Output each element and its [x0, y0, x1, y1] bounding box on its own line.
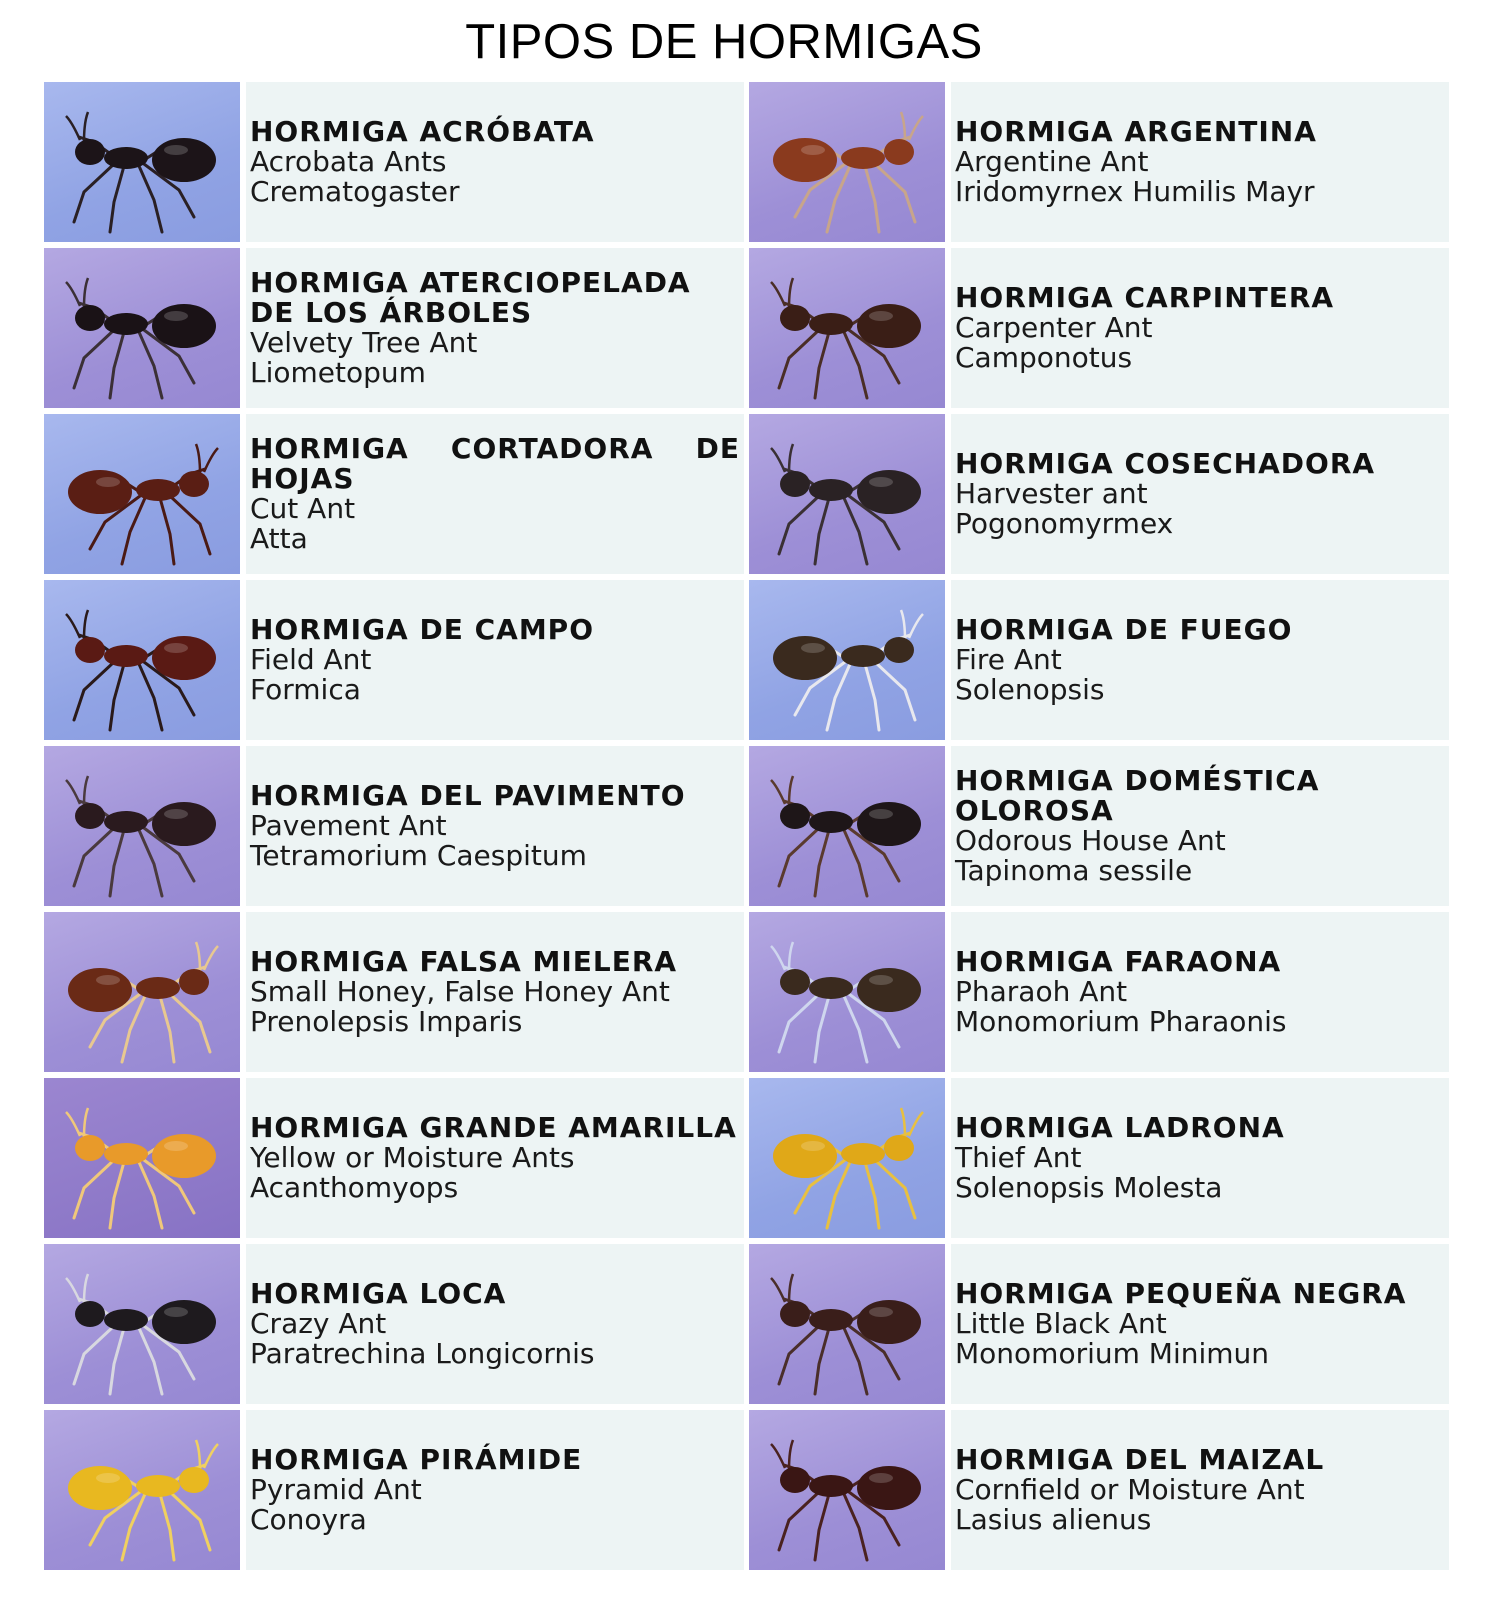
ant-thorax: [136, 977, 180, 999]
ant-info: [951, 1078, 1449, 1238]
ant-highlight: [96, 477, 120, 487]
ant-abdomen: [857, 802, 921, 846]
ant-info: [951, 1244, 1449, 1404]
ant-leg: [875, 662, 915, 720]
ant-name: HORMIGA CARPINTERA: [955, 281, 1335, 314]
ant-card: [749, 1410, 1449, 1572]
ant-illustration: [749, 414, 945, 574]
ant-antenna: [771, 942, 793, 972]
ant-name: HORMIGA PEQUEÑA NEGRA: [955, 1277, 1407, 1310]
ant-head: [780, 471, 810, 497]
ant-card: [749, 248, 1449, 410]
ant-common-name: Field Ant: [250, 643, 372, 676]
ant-antenna: [771, 444, 793, 474]
ant-card: [749, 746, 1449, 908]
ant-leg: [815, 996, 829, 1062]
ant-common-name: Yellow or Moisture Ants: [250, 1141, 575, 1174]
ant-abdomen: [857, 470, 921, 514]
ant-leg: [110, 1162, 124, 1228]
ant-photo: [749, 580, 945, 740]
ant-antenna: [901, 1108, 923, 1138]
ant-common-name: Argentine Ant: [955, 145, 1149, 178]
ant-abdomen: [857, 1300, 921, 1344]
ant-info: [246, 414, 744, 574]
ant-antenna: [771, 776, 793, 806]
ant-head: [780, 305, 810, 331]
ant-highlight: [164, 1307, 188, 1317]
ant-photo: [44, 1410, 240, 1570]
ant-highlight: [801, 145, 825, 155]
ant-head: [75, 1135, 105, 1161]
ant-card: [44, 1078, 744, 1240]
ant-name: HORMIGA LADRONA: [955, 1111, 1285, 1144]
ant-card: [44, 746, 744, 908]
ant-illustration: [44, 414, 240, 574]
ant-leg: [779, 1326, 819, 1384]
ant-grid: [44, 82, 1449, 1572]
ant-head: [75, 637, 105, 663]
ant-name: HORMIGA ARGENTINA: [955, 115, 1317, 148]
ant-common-name: Pavement Ant: [250, 809, 447, 842]
ant-scientific-name: Prenolepsis Imparis: [250, 1005, 523, 1038]
ant-info: [246, 1244, 744, 1404]
ant-head: [75, 139, 105, 165]
ant-head: [75, 803, 105, 829]
ant-thorax: [809, 811, 853, 833]
ant-illustration: [44, 1410, 240, 1570]
ant-leg: [815, 1494, 829, 1560]
ant-leg: [815, 830, 829, 896]
ant-card: [44, 1410, 744, 1572]
ant-thorax: [104, 811, 148, 833]
ant-highlight: [801, 1141, 825, 1151]
ant-info: [951, 248, 1449, 408]
ant-illustration: [749, 1244, 945, 1404]
ant-scientific-name: Tetramorium Caespitum: [250, 839, 587, 872]
ant-illustration: [749, 82, 945, 242]
ant-antenna: [66, 1108, 88, 1138]
ant-abdomen: [152, 138, 216, 182]
ant-head: [780, 1301, 810, 1327]
ant-info: [246, 82, 744, 242]
ant-leg: [74, 1160, 114, 1218]
ant-scientific-name: Acanthomyops: [250, 1171, 459, 1204]
ant-illustration: [44, 82, 240, 242]
ant-name: HORMIGA DEL MAIZAL: [955, 1443, 1325, 1476]
ant-head: [780, 1467, 810, 1493]
ant-leg: [170, 496, 210, 554]
ant-photo: [749, 248, 945, 408]
ant-abdomen: [152, 802, 216, 846]
ant-info: [246, 248, 744, 408]
ant-scientific-name: Lasius alienus: [955, 1503, 1152, 1536]
ant-common-name: Little Black Ant: [955, 1307, 1167, 1340]
ant-name: HORMIGA FARAONA: [955, 945, 1282, 978]
ant-illustration: [44, 912, 240, 1072]
ant-common-name: Thief Ant: [955, 1141, 1082, 1174]
ant-illustration: [44, 1244, 240, 1404]
ant-highlight: [164, 145, 188, 155]
ant-name: HORMIGA GRANDE AMARILLA: [250, 1111, 737, 1144]
ant-thorax: [104, 1143, 148, 1165]
ant-illustration: [749, 580, 945, 740]
ant-illustration: [749, 248, 945, 408]
ant-leg: [815, 332, 829, 398]
ant-common-name: Acrobata Ants: [250, 145, 447, 178]
ant-card: [44, 1244, 744, 1406]
ant-scientific-name: Monomorium Minimun: [955, 1337, 1270, 1370]
ant-illustration: [44, 746, 240, 906]
ant-illustration: [749, 1078, 945, 1238]
ant-photo: [44, 414, 240, 574]
ant-common-name: Cornfield or Moisture Ant: [955, 1473, 1305, 1506]
ant-thorax: [809, 313, 853, 335]
ant-leg: [875, 1160, 915, 1218]
ant-head: [780, 969, 810, 995]
ant-head: [179, 471, 209, 497]
ant-head: [75, 1301, 105, 1327]
ant-name: HORMIGA DE FUEGO: [955, 613, 1293, 646]
ant-common-name: Odorous House Ant: [955, 824, 1226, 857]
ant-antenna: [66, 112, 88, 142]
ant-thorax: [841, 147, 885, 169]
ant-leg: [110, 332, 124, 398]
ant-highlight: [869, 311, 893, 321]
ant-abdomen: [152, 304, 216, 348]
ant-abdomen: [152, 1300, 216, 1344]
ant-leg: [160, 1494, 174, 1560]
ant-common-name: Carpenter Ant: [955, 311, 1153, 344]
ant-name: HORMIGA DOMÉSTICA OLOROSA: [955, 764, 1320, 827]
ant-scientific-name: Solenopsis: [955, 673, 1105, 706]
ant-illustration: [749, 746, 945, 906]
ant-thorax: [104, 1309, 148, 1331]
ant-head: [75, 305, 105, 331]
ant-photo: [44, 580, 240, 740]
ant-scientific-name: Camponotus: [955, 341, 1133, 374]
ant-photo: [749, 1078, 945, 1238]
ant-name: HORMIGA DE CAMPO: [250, 613, 595, 646]
ant-scientific-name: Tapinoma sessile: [955, 854, 1193, 887]
ant-highlight: [801, 643, 825, 653]
ant-head: [179, 1467, 209, 1493]
ant-name: HORMIGA LOCA: [250, 1277, 507, 1310]
ant-photo: [44, 248, 240, 408]
ant-leg: [110, 664, 124, 730]
ant-abdomen: [857, 968, 921, 1012]
ant-thorax: [809, 1309, 853, 1331]
ant-leg: [170, 1492, 210, 1550]
ant-scientific-name: Formica: [250, 673, 361, 706]
ant-common-name: Crazy Ant: [250, 1307, 387, 1340]
ant-leg: [110, 830, 124, 896]
ant-thorax: [841, 1143, 885, 1165]
ant-leg: [110, 1328, 124, 1394]
ant-abdomen: [152, 636, 216, 680]
ant-abdomen: [857, 1466, 921, 1510]
ant-leg: [160, 498, 174, 564]
ant-info: [951, 912, 1449, 1072]
ant-photo: [44, 912, 240, 1072]
ant-common-name: Harvester ant: [955, 477, 1148, 510]
ant-photo: [44, 82, 240, 242]
ant-info: [951, 1410, 1449, 1570]
ant-illustration: [44, 580, 240, 740]
ant-highlight: [869, 1473, 893, 1483]
ant-scientific-name: Crematogaster: [250, 175, 460, 208]
ant-common-name: Cut Ant: [250, 492, 356, 525]
ant-abdomen: [773, 1134, 837, 1178]
ant-photo: [749, 746, 945, 906]
ant-common-name: Pharaoh Ant: [955, 975, 1128, 1008]
ant-scientific-name: Monomorium Pharaonis: [955, 1005, 1287, 1038]
ant-antenna: [196, 1440, 218, 1470]
ant-leg: [74, 330, 114, 388]
ant-photo: [749, 1244, 945, 1404]
ant-highlight: [164, 311, 188, 321]
ant-common-name: Fire Ant: [955, 643, 1062, 676]
ant-name: HORMIGA ACRÓBATA: [250, 115, 595, 148]
ant-scientific-name: Paratrechina Longicornis: [250, 1337, 595, 1370]
ant-highlight: [869, 809, 893, 819]
ant-scientific-name: Pogonomyrmex: [955, 507, 1174, 540]
ant-photo: [749, 912, 945, 1072]
ant-head: [179, 969, 209, 995]
ant-abdomen: [773, 636, 837, 680]
ant-highlight: [164, 809, 188, 819]
ant-card: [749, 1244, 1449, 1406]
ant-abdomen: [152, 1134, 216, 1178]
ant-common-name: Velvety Tree Ant: [250, 326, 478, 359]
ant-info: [951, 580, 1449, 740]
ant-leg: [160, 996, 174, 1062]
ant-photo: [44, 1244, 240, 1404]
ant-leg: [815, 498, 829, 564]
ant-thorax: [136, 479, 180, 501]
ant-highlight: [869, 1307, 893, 1317]
ant-abdomen: [773, 138, 837, 182]
ant-thorax: [809, 479, 853, 501]
ant-head: [884, 1135, 914, 1161]
ant-antenna: [66, 278, 88, 308]
ant-highlight: [96, 975, 120, 985]
ant-name: HORMIGA ATERCIOPELADA DE LOS ÁRBOLES: [250, 266, 691, 329]
ant-highlight: [869, 477, 893, 487]
ant-card: [44, 580, 744, 742]
ant-card: [749, 912, 1449, 1074]
ant-leg: [779, 994, 819, 1052]
ant-illustration: [44, 248, 240, 408]
ant-leg: [779, 330, 819, 388]
ant-leg: [74, 662, 114, 720]
ant-card: [749, 82, 1449, 244]
ant-thorax: [809, 977, 853, 999]
ant-head: [780, 803, 810, 829]
ant-head: [884, 637, 914, 663]
ant-highlight: [164, 643, 188, 653]
ant-info: [951, 82, 1449, 242]
ant-leg: [865, 166, 879, 232]
ant-highlight: [96, 1473, 120, 1483]
ant-photo: [44, 1078, 240, 1238]
ant-photo: [749, 1410, 945, 1570]
ant-photo: [749, 82, 945, 242]
ant-name: HORMIGA PIRÁMIDE: [250, 1443, 583, 1476]
ant-card: [44, 82, 744, 244]
ant-thorax: [136, 1475, 180, 1497]
ant-abdomen: [68, 968, 132, 1012]
ant-card: [749, 414, 1449, 576]
ant-thorax: [104, 313, 148, 335]
ant-info: [246, 1078, 744, 1238]
ant-common-name: Pyramid Ant: [250, 1473, 422, 1506]
ant-card: [749, 1078, 1449, 1240]
ant-leg: [74, 1326, 114, 1384]
ant-abdomen: [857, 304, 921, 348]
ant-highlight: [869, 975, 893, 985]
ant-highlight: [164, 1141, 188, 1151]
ant-scientific-name: Solenopsis Molesta: [955, 1171, 1223, 1204]
ant-name: HORMIGA COSECHADORA: [955, 447, 1376, 480]
ant-thorax: [104, 147, 148, 169]
ant-antenna: [901, 610, 923, 640]
ant-abdomen: [68, 470, 132, 514]
ant-leg: [815, 1328, 829, 1394]
ant-info: [246, 1410, 744, 1570]
ant-thorax: [104, 645, 148, 667]
ant-leg: [110, 166, 124, 232]
ant-leg: [865, 1162, 879, 1228]
page-title: TIPOS DE HORMIGAS: [465, 15, 983, 69]
ant-antenna: [901, 112, 923, 142]
ant-leg: [74, 164, 114, 222]
ant-thorax: [841, 645, 885, 667]
ant-info: [951, 746, 1449, 906]
ant-antenna: [771, 1274, 793, 1304]
ant-leg: [779, 496, 819, 554]
ant-abdomen: [68, 1466, 132, 1510]
ant-antenna: [66, 1274, 88, 1304]
ant-leg: [779, 828, 819, 886]
ant-card: [44, 414, 744, 576]
ant-leg: [875, 164, 915, 222]
ant-leg: [865, 664, 879, 730]
ant-name: HORMIGA CORTADORA DE HOJAS: [250, 432, 740, 495]
ant-info: [951, 414, 1449, 574]
ant-antenna: [196, 444, 218, 474]
ant-name: HORMIGA DEL PAVIMENTO: [250, 779, 686, 812]
ant-name: HORMIGA FALSA MIELERA: [250, 945, 678, 978]
ant-scientific-name: Liometopum: [250, 356, 426, 389]
ant-card: [44, 248, 744, 410]
ant-antenna: [771, 1440, 793, 1470]
ant-antenna: [196, 942, 218, 972]
ant-head: [884, 139, 914, 165]
ant-scientific-name: Conoyra: [250, 1503, 367, 1536]
ant-antenna: [66, 776, 88, 806]
ant-photo: [749, 414, 945, 574]
ant-card: [749, 580, 1449, 742]
ant-scientific-name: Iridomyrnex Humilis Mayr: [955, 175, 1315, 208]
ant-antenna: [66, 610, 88, 640]
ant-illustration: [44, 1078, 240, 1238]
ant-illustration: [749, 912, 945, 1072]
ant-leg: [779, 1492, 819, 1550]
ant-info: [246, 912, 744, 1072]
ant-leg: [170, 994, 210, 1052]
ant-info: [246, 746, 744, 906]
ant-common-name: Small Honey, False Honey Ant: [250, 975, 670, 1008]
ant-thorax: [809, 1475, 853, 1497]
ant-scientific-name: Atta: [250, 522, 308, 555]
ant-illustration: [749, 1410, 945, 1570]
ant-card: [44, 912, 744, 1074]
ant-info: [246, 580, 744, 740]
ant-antenna: [771, 278, 793, 308]
ant-photo: [44, 746, 240, 906]
ant-leg: [74, 828, 114, 886]
